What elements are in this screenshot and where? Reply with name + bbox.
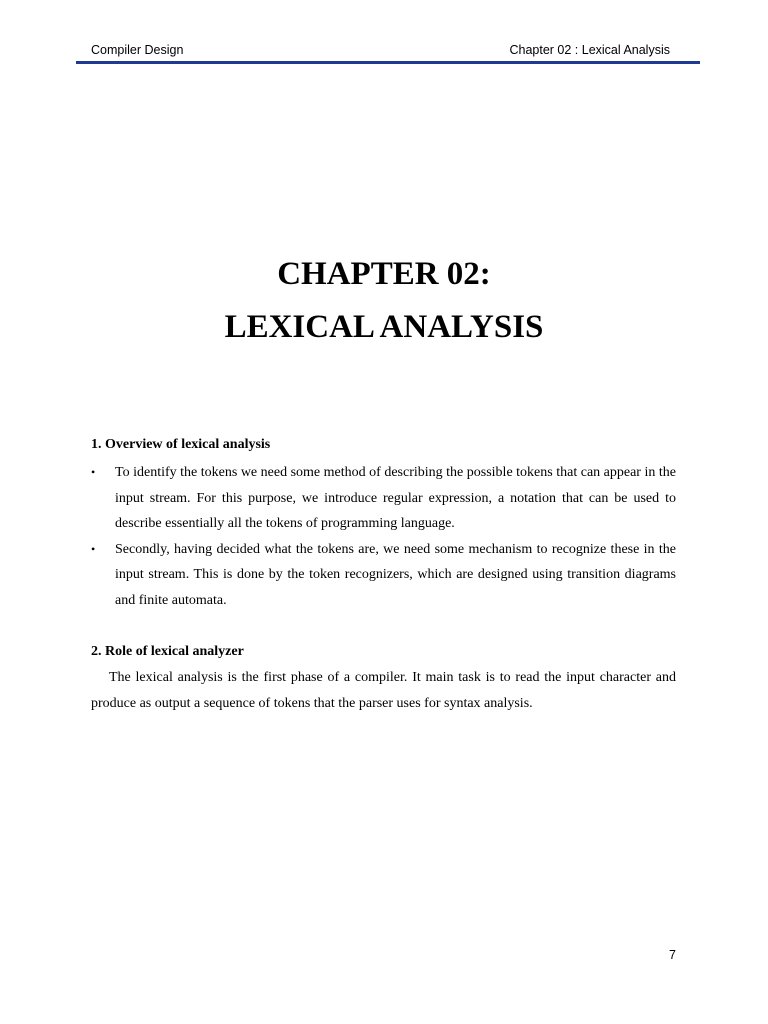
header-book-title: Compiler Design — [91, 43, 184, 57]
overview-bullet-list — [91, 460, 676, 613]
section-heading-role: 2. Role of lexical analyzer — [91, 644, 244, 659]
bullet-icon: • — [91, 465, 96, 479]
section-paragraph: The lexical analysis is the first phase of a compiler. It main task is to read the input character and produce as output a sequence of tokens that the parser uses for syntax analysis. — [91, 670, 676, 711]
section-heading-overview: 1. Overview of lexical analysis — [91, 437, 271, 452]
bullet-icon: • — [91, 541, 96, 556]
chapter-title — [0, 248, 768, 354]
section-role — [91, 639, 676, 716]
section-overview — [91, 432, 676, 613]
page-body — [91, 432, 676, 716]
chapter-name: LEXICAL ANALYSIS — [224, 309, 544, 345]
list-item-text: To identify the tokens we need some method of describing the possible tokens that can appear in the input stream. For this purpose, we introduce regular expression, a notation that can be used to describe essentially all the tokens of programming language. — [115, 465, 676, 531]
list-item — [91, 460, 676, 537]
page-number: 7 — [669, 948, 676, 962]
list-item — [91, 537, 676, 614]
chapter-number: CHAPTER 02: — [277, 256, 491, 292]
header-chapter-title: Chapter 02 : Lexical Analysis — [509, 43, 670, 57]
header-rule — [76, 61, 700, 64]
page-header — [76, 40, 700, 62]
list-item-text: Secondly, having decided what the tokens are, we need some mechanism to recognize these in the input stream. This is done by the token recognizers, which are designed using transition diagrams and finite automata. — [115, 541, 676, 608]
